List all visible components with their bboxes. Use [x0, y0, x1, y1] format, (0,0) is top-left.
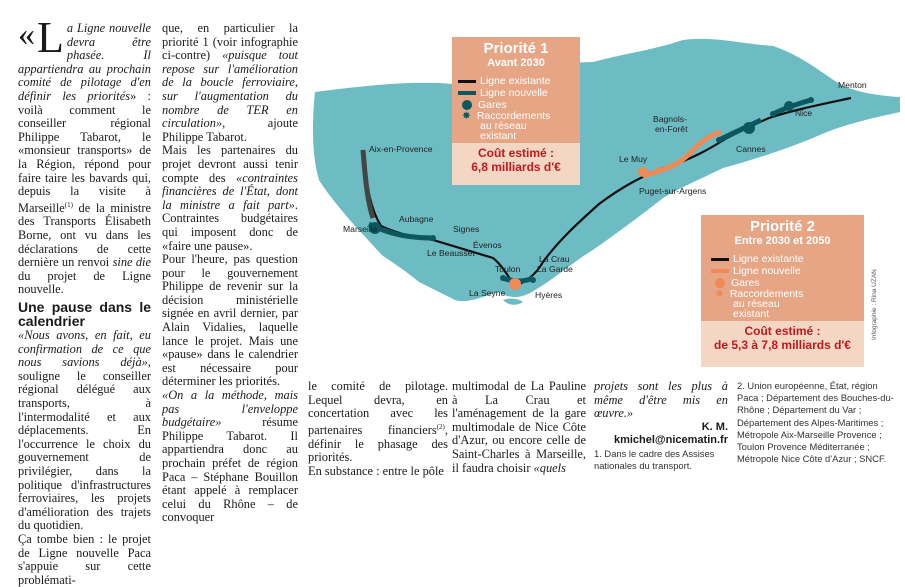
author-email[interactable]: kmichel@nicematin.fr [613, 434, 728, 447]
legend-new-label: Ligne nouvelle [480, 87, 548, 99]
legend-existing-label: Ligne existante [480, 75, 551, 87]
article-column-5 [594, 380, 728, 472]
label-bagnols: Bagnols- [653, 114, 687, 124]
c2-paragraph-3: Pour l'heure, pas question pour le gouvernement Philippe de revenir sur la décision ministérielle signée en avril dernier, par Alain Vidalies, laquelle lance le projet. Mais une «pause» dans le calendrier est nécessaire pour déterminer les priorités. [162, 252, 298, 389]
priority-2-header [701, 215, 864, 249]
c2-quote-4: «On a la méthode, mais pas l'enveloppe budgétaire» [162, 388, 298, 430]
c2-paragraph-4 [162, 389, 298, 525]
c2-text-2b: . Contraintes budgétaires qui imposent donc de «faire une pause». [162, 197, 298, 253]
c3-text-1b: , définir le phasage des priorités. [308, 422, 448, 465]
footnote-1: 1. Dans le cadre des Assises nationales du transport. [594, 447, 715, 472]
label-puget: Puget-sur-Argens [639, 186, 707, 196]
station-le-muy [638, 167, 648, 177]
priority-1-legend [452, 37, 580, 185]
c4-paragraph-1 [452, 380, 586, 475]
c3-paragraph-1 [308, 380, 448, 465]
legend2-stations-label: Gares [731, 277, 760, 289]
c3-paragraph-2: En substance : entre le pôle [308, 463, 444, 478]
c2-text-1b: , ajoute Philippe Tabarot. [162, 116, 298, 144]
priority-2-legend [701, 215, 864, 367]
cost-2-value: de 5,3 à 7,8 milliards d'€ [714, 338, 851, 352]
priority-2-title: Priorité 2 [749, 218, 816, 235]
legend2-connect [711, 289, 854, 319]
label-aix: Aix-en-Provence [369, 144, 433, 154]
legend-station-icon [462, 100, 472, 110]
legend-stations-label: Gares [478, 99, 507, 111]
legend-new [458, 87, 574, 99]
label-la-garde: La Garde [537, 264, 573, 274]
c2-text-2: Mais les partenaires du projet devront aussi tenir compte des [162, 143, 298, 185]
lead-quote: a Ligne nouvelle devra être phasée. Il appartiendra au prochain comité de pilotage d'en définir les priorités [18, 21, 151, 103]
legend2-station-icon [715, 278, 725, 288]
paragraph-2 [18, 329, 151, 533]
label-signes: Signes [453, 224, 480, 234]
section-heading: Une pause dans le calendrier [18, 299, 151, 329]
label-la-seyne: La Seyne [469, 288, 506, 298]
legend2-existing-label: Ligne existante [733, 253, 804, 265]
lead-text: » : voilà comment le conseiller régional Philippe Tabarot, le «monsieur transports» de la Région, répond pour faire taire les bavards qui, depuis la visite à Marseille [18, 88, 151, 215]
c3-text-1: le comité de pilotage. Lequel devra, en concertation avec les partenaires financiers [308, 379, 448, 437]
lead-text-3: du projet de Ligne nouvelle. [18, 268, 151, 297]
label-menton: Menton [838, 80, 867, 90]
c4-text-1: multimodal de La Pauline à La Crau et l'aménagement de la gare multimodale de Nice Côte d'Azur, ou encore celle de Saint-Charles à Marseille, il faudra choisir [452, 379, 586, 475]
legend-existing-swatch [458, 80, 476, 83]
priority-2-subtitle: Entre 2030 et 2050 [734, 235, 831, 247]
cost-2-label: Coût estimé : [744, 324, 821, 338]
legend2-new-label: Ligne nouvelle [733, 265, 801, 277]
legend2-existing [711, 253, 854, 265]
c5-quote: projets sont les plus à même d'être mis en œuvre.» [594, 379, 728, 421]
rail-map-infographic [303, 0, 905, 372]
station-nice [784, 101, 794, 111]
priority-2-cost [701, 321, 864, 355]
drop-cap: L [37, 13, 64, 62]
priority-2-legend-items [701, 249, 864, 321]
footnote-2: 2. Union européenne, État, région Paca ; Département des Bouches-du-Rhône ; Département du Var ; Département des Alpes-Maritimes ; Métropole Aix-Marseille Provence ; Toulon Provence Méditerranée ; Métropole Nice Côte d'Azur ; SNCF. [737, 380, 894, 465]
label-evenos: Évenos [473, 240, 502, 250]
cost-1-value: 6,8 milliards d'€ [471, 160, 561, 174]
priority-1-cost [452, 143, 580, 177]
lead-paragraph [18, 13, 151, 297]
legend-connect-label-c: existant [480, 130, 517, 142]
legend-new-swatch [458, 91, 476, 95]
label-nice: Nice [795, 108, 813, 118]
station-cannes [743, 122, 755, 134]
priority-1-header [452, 37, 580, 71]
legend2-new [711, 265, 854, 277]
legend2-connect-label-b: au réseau [733, 298, 780, 310]
legend-existing [458, 75, 574, 87]
c2-quote-1: «puisque tout repose sur l'amélioration de la boucle ferroviaire, sur l'augmentation du nombre de TER en circulation» [162, 48, 298, 131]
c2-paragraph-1 [162, 22, 298, 144]
lead-text-2: de la ministre des Transports Élisabeth Borne, ont vu dans les déclarations de cette dernière un renvoi [18, 200, 151, 270]
label-la-crau: La Crau [539, 254, 570, 264]
station-toulon [509, 278, 521, 290]
label-toulon: Toulon [495, 264, 521, 274]
label-le-muy: Le Muy [619, 154, 648, 164]
c2-paragraph-2 [162, 144, 298, 253]
legend2-new-swatch [711, 269, 729, 273]
legend2-connect-label-a: Raccordements [729, 288, 804, 300]
lead-latin: sine die [112, 255, 151, 270]
label-aubagne: Aubagne [399, 214, 434, 224]
legend-connect-label-b: au réseau [480, 120, 527, 132]
coast-islands [503, 299, 523, 305]
label-marseille: Marseille [343, 224, 378, 234]
footnote-ref-2: (2) [436, 422, 445, 431]
legend2-existing-swatch [711, 258, 729, 261]
legend-connect [458, 111, 574, 141]
priority-1-title: Priorité 1 [483, 40, 549, 57]
legend2-connect-icon: ✸ [715, 288, 724, 300]
article-column-3 [308, 380, 448, 478]
label-le-beausset: Le Beausset [427, 248, 475, 258]
article-column-4 [452, 380, 586, 475]
quote-2: «Nous avons, en fait, eu confirmation de ce que nous savions déjà» [18, 328, 151, 370]
author-signature: K. M. [701, 420, 728, 433]
c2-quote-2: «contraintes financières de l'État, dont la ministre a fait part» [162, 170, 298, 212]
legend-connect-label-a: Raccordements [476, 110, 551, 122]
text-2: , souligne le conseiller régional délégué aux transports, à l'intermodalité et aux déplacements. En l'occurrence le choix du gouvernement de privilégier, dans la politique d'infrastructures ferroviaires, les projets d'amélioration des trajets du quotidien. [18, 355, 151, 533]
infographic-credit: Infographie : Rina UZAN [871, 269, 878, 340]
article-column-1 [18, 13, 151, 587]
label-hyeres: Hyères [535, 290, 563, 300]
article-column-2 [162, 22, 298, 525]
legend-connect-icon: ✸ [462, 110, 471, 122]
label-cannes: Cannes [736, 144, 766, 154]
c2-text-4: résume Philippe Tabarot. Il appartiendra donc au prochain préfet de région Paca – Stéphane Bouillon étant appelé à remplacer celui du Rhône – de convoquer [162, 415, 298, 525]
c4-quote-1: «quels [533, 460, 566, 475]
cost-1-label: Coût estimé : [477, 146, 554, 160]
opening-quote: « [18, 16, 35, 53]
label-bagnols-2: en-Forêt [655, 124, 688, 134]
paragraph-3: Ça tombe bien : le projet de Ligne nouvelle Paca s'appuie sur cette problémati- [18, 531, 151, 587]
footnote-ref-1: (1) [64, 200, 73, 209]
legend2-connect-label-c: existant [733, 308, 770, 320]
c2-text-1: que, en particulier la priorité 1 (voir infographie ci-contre) [162, 21, 298, 63]
article-column-6 [737, 380, 897, 465]
priority-1-legend-items [452, 71, 580, 143]
priority-1-subtitle: Avant 2030 [487, 57, 545, 69]
